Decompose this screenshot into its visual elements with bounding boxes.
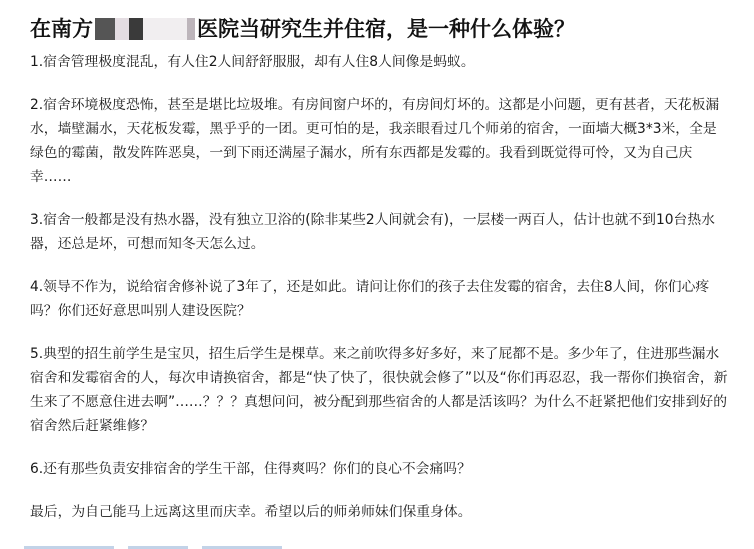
mosaic-block — [95, 18, 115, 40]
article — [30, 14, 730, 543]
title-prefix: 在南方 — [30, 17, 93, 41]
article-title — [30, 14, 730, 44]
paragraph-closing: 最后，为自己能马上远离这里而庆幸。希望以后的师弟师妹们保重身体。 — [30, 504, 472, 520]
mosaic-block — [187, 18, 195, 40]
mosaic-block — [129, 18, 143, 40]
title-suffix: 医院当研究生并住宿，是一种什么体验？ — [197, 17, 575, 41]
paragraph-2: 2.宿舍环境极度恐怖，甚至是堪比垃圾堆。有房间窗户坏的，有房间灯坏的。这都是小问题，更有甚者，天花板漏水，墙壁漏水，天花板发霉，黑乎乎的一团。更可怕的是，我亲眼看过几个师弟的宿舍，一面墙大概3*3米，全是绿色的霉菌，散发阵阵恶臭，一到下雨还满屋子漏水，所有东西都是发霉的。我看到既觉得可怜，又为自己庆幸…… — [30, 97, 720, 185]
paragraph-5: 5.典型的招生前学生是宝贝，招生后学生是棵草。来之前吹得多好多好，来了屁都不是。多少年了，住进那些漏水宿舍和发霉宿舍的人，每次申请换宿舍，都是“快了快了，很快就会修了”以及“你们再忍忍，我一帮你们换宿舍，新生来了不愿意住进去啊”……？？？真想问问，被分配到那些宿舍的人都是活该吗？为什么不赶紧把他们安排到好的宿舍然后赶紧维修？ — [30, 346, 728, 434]
paragraph-4: 4.领导不作为，说给宿舍修补说了3年了，还是如此。请问让你们的孩子去住发霉的宿舍，去住8人间，你们心疼吗？你们还好意思叫别人建设医院？ — [30, 279, 710, 319]
paragraph-1: 1.宿舍管理极度混乱，有人住2人间舒舒服服，却有人住8人间像是蚂蚁。 — [30, 54, 475, 70]
paragraph-3: 3.宿舍一般都是没有热水器，没有独立卫浴的(除非某些2人间就会有)，一层楼一两百人，估计也就不到10台热水器，还总是坏，可想而知冬天怎么过。 — [30, 212, 715, 252]
paragraph-6: 6.还有那些负责安排宿舍的学生干部，住得爽吗？你们的良心不会痛吗？ — [30, 461, 471, 477]
mosaic-block — [143, 18, 187, 40]
redaction-mosaic — [95, 17, 195, 41]
mosaic-block — [115, 18, 129, 40]
